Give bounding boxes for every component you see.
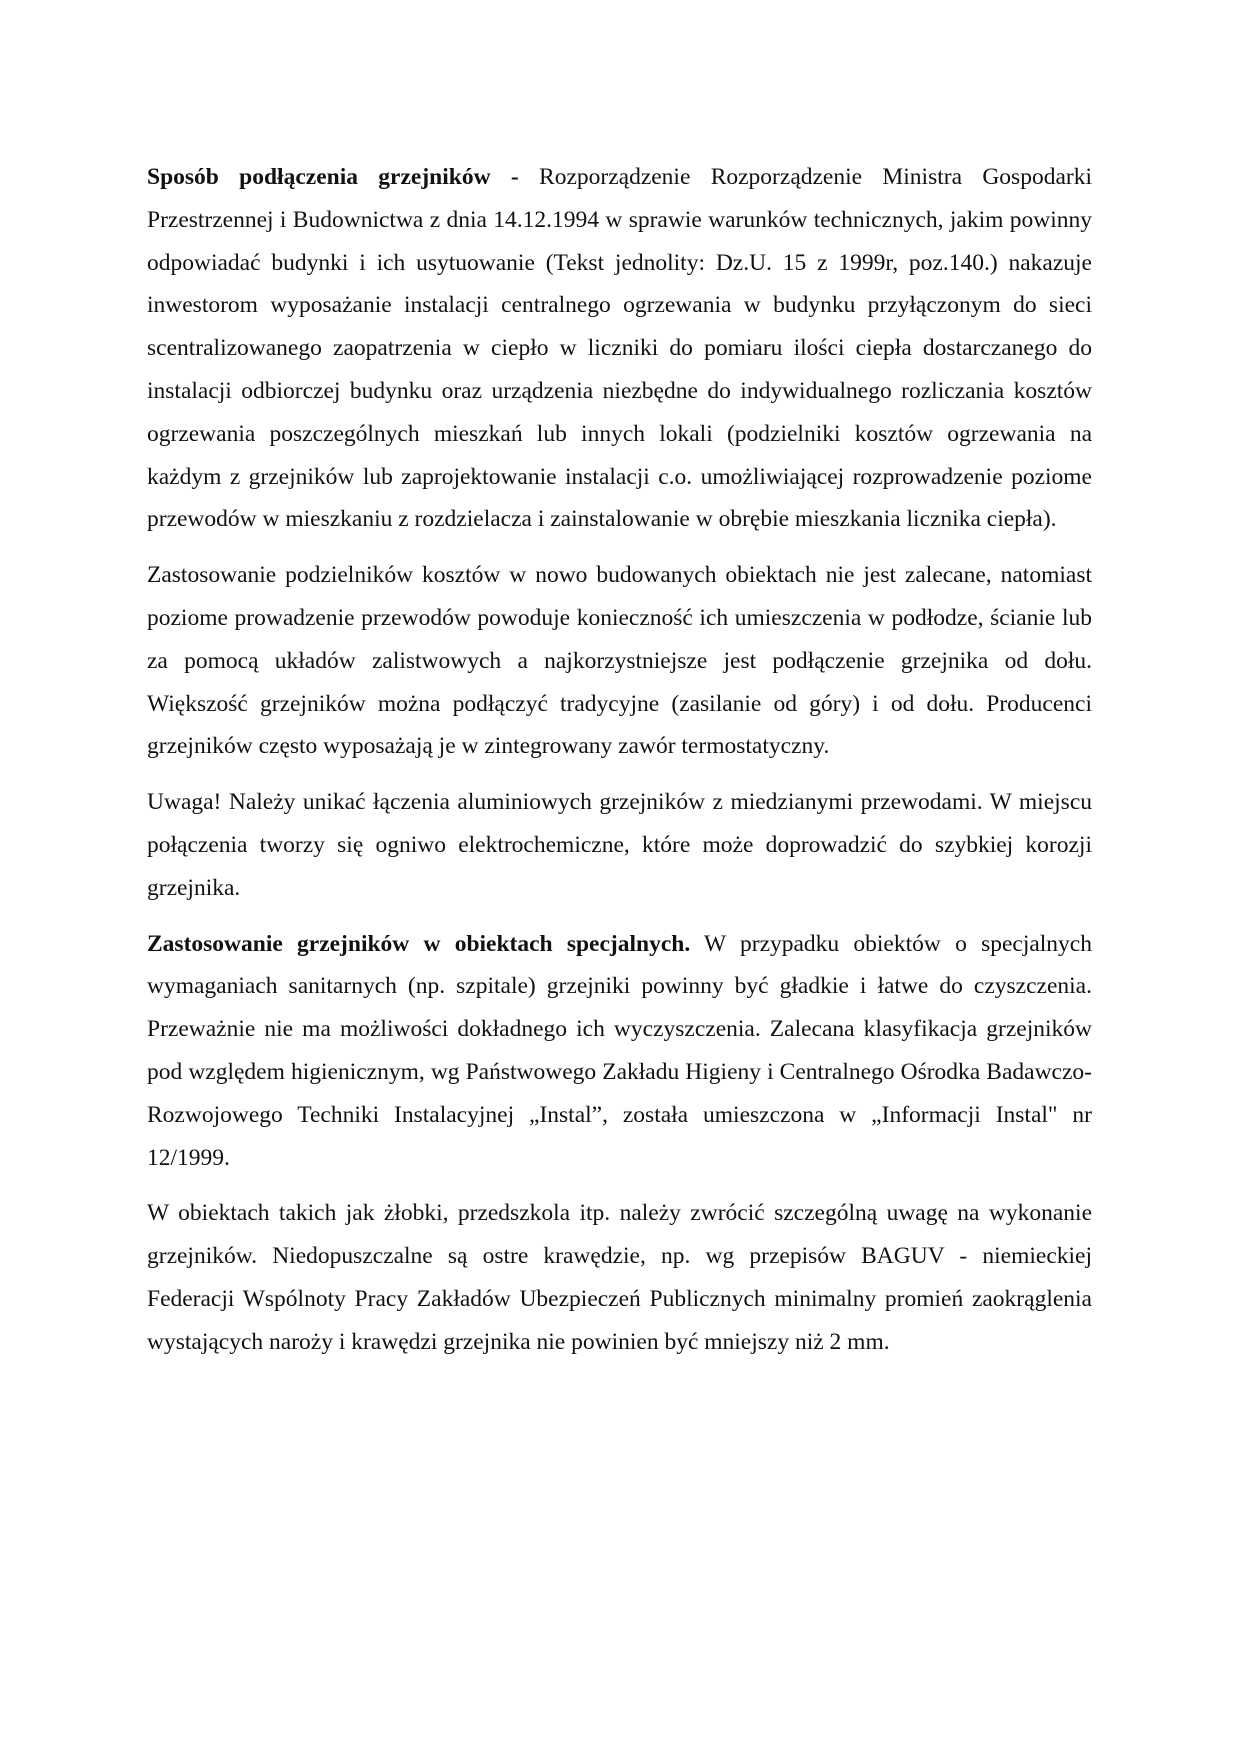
paragraph-nurseries: [147, 1192, 1092, 1363]
paragraph-heading: Sposób podłączenia grzejników -: [147, 164, 519, 190]
paragraph-heading: Zastosowanie grzejników w obiektach specjalnych.: [147, 930, 691, 957]
paragraph-text: W obiektach takich jak żłobki, przedszkola itp. należy zwrócić szczególną uwagę na wykonanie grzejników. Niedopuszczalne są ostre krawędzie, np. wg przepisów BAGUV - niemieckiej Federacji Wspólnoty Pracy Zakładów Ubezpieczeń Publicznych minimalny promień zaokrąglenia wystających naroży i krawędzi grzejnika nie powinien być mniejszy niż 2 mm.: [147, 1200, 1092, 1355]
paragraph-text: Rozporządzenie Rozporządzenie Ministra Gospodarki Przestrzennej i Budownictwa z dnia 14.12.1994 w sprawie warunków technicznych, jakim powinny odpowiadać budynki i ich usytuowanie (Tekst jednolity: Dz.U. 15 z 1999r, poz.140.) nakazuje inwestorom wyposażanie instalacji centralnego ogrzewania w budynku przyłączonym do sieci scentralizowanego zaopatrzenia w ciepło w liczniki do pomiaru ilości ciepła dostarczanego do instalacji odbiorczej budynku oraz urządzenia niezbędne do indywidualnego rozliczania kosztów ogrzewania poszczególnych mieszkań lub innych lokali (podzielniki kosztów ogrzewania na każdym z grzejników lub zaprojektowanie instalacji c.o. umożliwiającej rozprowadzenie poziome przewodów w mieszkaniu z rozdzielacza i zainstalowanie w obrębie mieszkania licznika ciepła).: [147, 164, 1092, 533]
paragraph-text: W przypadku obiektów o specjalnych wymaganiach sanitarnych (np. szpitale) grzejniki powinny być gładkie i łatwe do czyszczenia. Przeważnie nie ma możliwości dokładnego ich wyczyszczenia. Zalecana klasyfikacja grzejników pod względem higienicznym, wg Państwowego Zakładu Higieny i Centralnego Ośrodka Badawczo-Rozwojowego Techniki Instalacyjnej „Instal”, została umieszczona w „Informacji Instal" nr 12/1999.: [147, 930, 1092, 1171]
paragraph-text: Uwaga! Należy unikać łączenia aluminiowych grzejników z miedzianymi przewodami. W miejscu połączenia tworzy się ogniwo elektrochemiczne, które może doprowadzić do szybkiej korozji grzejnika.: [147, 789, 1092, 901]
paragraph-special-objects: [147, 923, 1092, 1180]
document-body: [147, 156, 1092, 1377]
paragraph-connection-method: [147, 156, 1092, 541]
paragraph-warning: [147, 781, 1092, 909]
paragraph-cost-allocators: [147, 554, 1092, 768]
paragraph-text: Zastosowanie podzielników kosztów w nowo budowanych obiektach nie jest zalecane, natomiast poziome prowadzenie przewodów powoduje konieczność ich umieszczenia w podłodze, ścianie lub za pomocą układów zalistwowych a najkorzystniejsze jest podłączenie grzejnika od dołu. Większość grzejników można podłączyć tradycyjne (zasilanie od góry) i od dołu. Producenci grzejników często wyposażają je w zintegrowany zawór termostatyczny.: [147, 562, 1092, 760]
